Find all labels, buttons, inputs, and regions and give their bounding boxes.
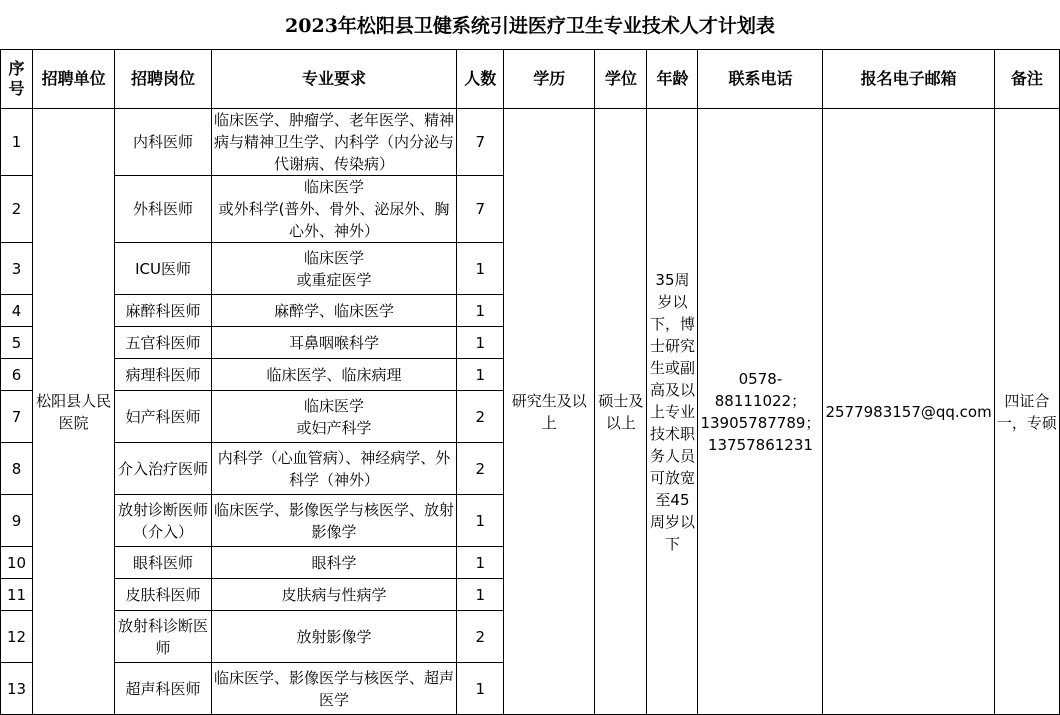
major-cell: 临床医学、肿瘤学、老年医学、精神病与精神卫生学、内科学（内分泌与代谢病、传染病） [211, 109, 457, 176]
post-cell: 皮肤科医师 [115, 579, 211, 611]
major-cell: 皮肤病与性病学 [211, 579, 457, 611]
row-no: 5 [1, 327, 33, 359]
post-cell: 超声科医师 [115, 663, 211, 715]
row-no: 10 [1, 547, 33, 579]
table-row [1, 109, 1060, 176]
row-no: 11 [1, 579, 33, 611]
email-cell: 2577983157@qq.com [823, 109, 994, 715]
row-no: 12 [1, 611, 33, 663]
post-cell: 眼科医师 [115, 547, 211, 579]
row-no: 13 [1, 663, 33, 715]
header-cell: 学位 [595, 50, 647, 109]
header-cell: 备注 [994, 50, 1059, 109]
post-cell: 麻醉科医师 [115, 295, 211, 327]
age-cell: 35周岁以下，博士研究生或副高及以上专业技术职务人员可放宽至45周岁以下 [647, 109, 698, 715]
count-cell: 7 [457, 176, 504, 243]
header-cell: 人数 [457, 50, 504, 109]
major-cell: 临床医学 或妇产科学 [211, 391, 457, 443]
post-cell: 外科医师 [115, 176, 211, 243]
phone-cell: 0578-88111022；13905787789；13757861231 [698, 109, 823, 715]
post-cell: 介入治疗医师 [115, 443, 211, 495]
count-cell: 1 [457, 547, 504, 579]
post-cell: 妇产科医师 [115, 391, 211, 443]
row-no: 4 [1, 295, 33, 327]
count-cell: 1 [457, 327, 504, 359]
row-no: 1 [1, 109, 33, 176]
header-row [1, 50, 1060, 109]
count-cell: 2 [457, 443, 504, 495]
count-cell: 1 [457, 243, 504, 295]
remark-cell: 四证合一，专硕 [994, 109, 1059, 715]
row-no: 7 [1, 391, 33, 443]
page-title: 2023年松阳县卫健系统引进医疗卫生专业技术人才计划表 [285, 15, 775, 37]
post-cell: 内科医师 [115, 109, 211, 176]
row-no: 9 [1, 495, 33, 547]
header-cell: 招聘岗位 [115, 50, 211, 109]
count-cell: 2 [457, 391, 504, 443]
major-cell: 临床医学 或外科学(普外、骨外、泌尿外、胸心外、神外） [211, 176, 457, 243]
post-cell: 病理科医师 [115, 359, 211, 391]
post-cell: 放射诊断医师（介入） [115, 495, 211, 547]
major-cell: 麻醉学、临床医学 [211, 295, 457, 327]
header-cell: 序号 [1, 50, 33, 109]
header-cell: 联系电话 [698, 50, 823, 109]
count-cell: 1 [457, 295, 504, 327]
unit-cell: 松阳县人民医院 [33, 109, 115, 715]
education-cell: 研究生及以上 [504, 109, 595, 715]
row-no: 6 [1, 359, 33, 391]
header-cell: 学历 [504, 50, 595, 109]
header-cell: 年龄 [647, 50, 698, 109]
major-cell: 临床医学、影像医学与核医学、放射影像学 [211, 495, 457, 547]
count-cell: 1 [457, 495, 504, 547]
header-cell: 报名电子邮箱 [823, 50, 994, 109]
row-no: 3 [1, 243, 33, 295]
row-no: 8 [1, 443, 33, 495]
degree-cell: 硕士及以上 [595, 109, 647, 715]
header-cell: 招聘单位 [33, 50, 115, 109]
major-cell: 临床医学、影像医学与核医学、超声医学 [211, 663, 457, 715]
count-cell: 1 [457, 663, 504, 715]
header-cell: 专业要求 [211, 50, 457, 109]
major-cell: 临床医学 或重症医学 [211, 243, 457, 295]
post-cell: 放射科诊断医师 [115, 611, 211, 663]
row-no: 2 [1, 176, 33, 243]
plan-table [0, 49, 1060, 715]
major-cell: 眼科学 [211, 547, 457, 579]
count-cell: 1 [457, 579, 504, 611]
major-cell: 内科学（心血管病）、神经病学、外科学（神外） [211, 443, 457, 495]
post-cell: ICU医师 [115, 243, 211, 295]
post-cell: 五官科医师 [115, 327, 211, 359]
major-cell: 放射影像学 [211, 611, 457, 663]
major-cell: 临床医学、临床病理 [211, 359, 457, 391]
count-cell: 7 [457, 109, 504, 176]
count-cell: 1 [457, 359, 504, 391]
major-cell: 耳鼻咽喉科学 [211, 327, 457, 359]
count-cell: 2 [457, 611, 504, 663]
